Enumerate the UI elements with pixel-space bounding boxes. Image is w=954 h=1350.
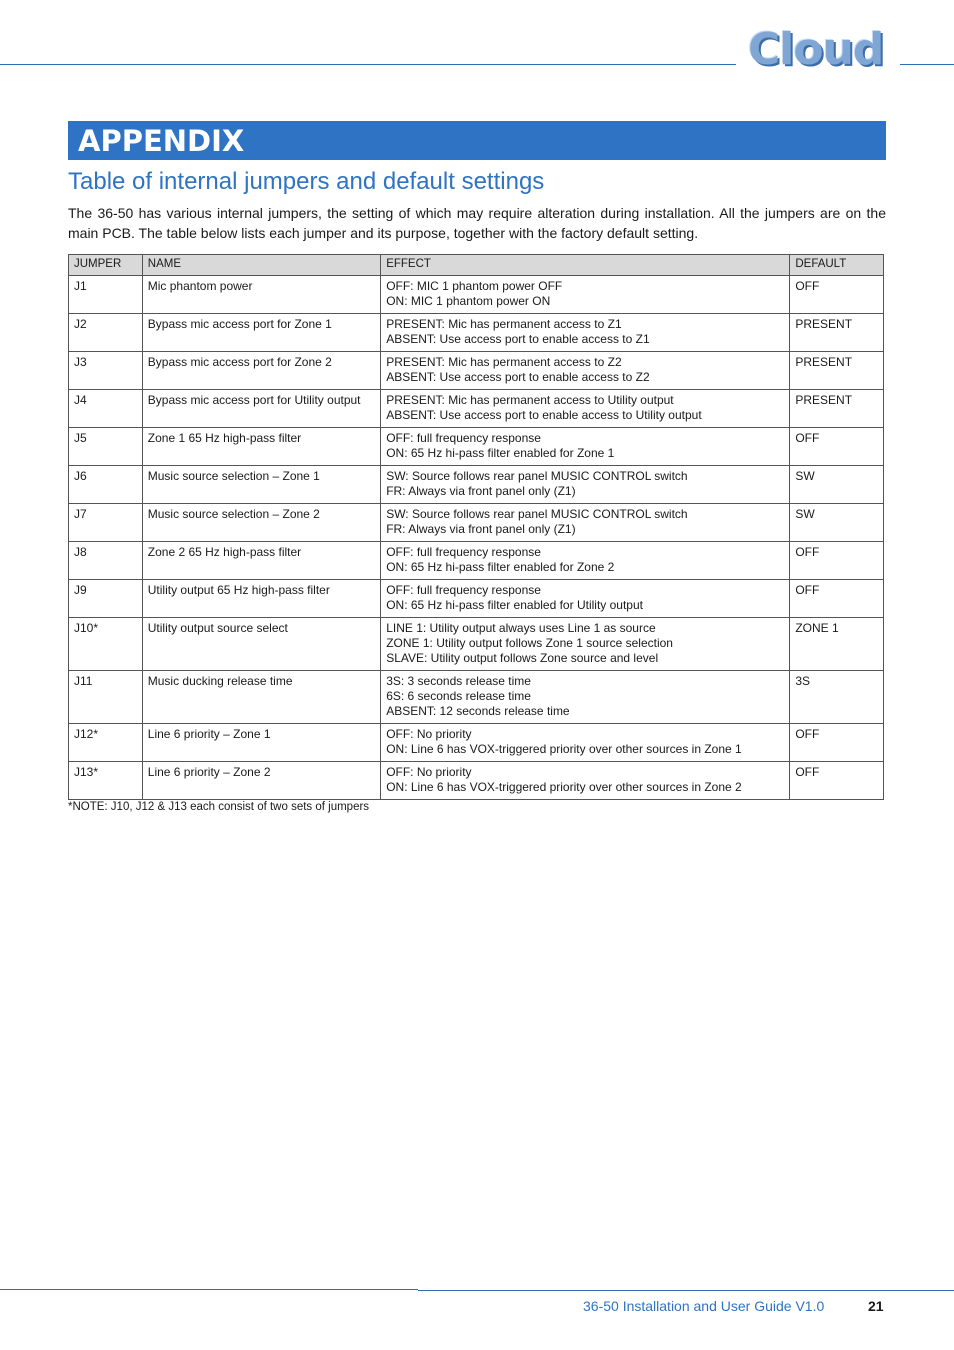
cell-effect (381, 390, 790, 428)
cell-default: OFF (790, 542, 884, 580)
cell-effect (381, 618, 790, 671)
effect-line: OFF: full frequency response (386, 583, 541, 597)
header-default: DEFAULT (790, 255, 884, 276)
effect-line: LINE 1: Utility output always uses Line 1 as source (386, 621, 656, 635)
table-row (69, 504, 884, 542)
section-title: Table of internal jumpers and default settings (68, 168, 545, 195)
cell-default: OFF (790, 580, 884, 618)
cell-name: Bypass mic access port for Zone 1 (142, 314, 380, 352)
cell-name: Line 6 priority – Zone 1 (142, 724, 380, 762)
cell-name: Utility output 65 Hz high-pass filter (142, 580, 380, 618)
table-row (69, 352, 884, 390)
cell-jumper: J11 (69, 671, 143, 724)
header-jumper: JUMPER (69, 255, 143, 276)
cell-name: Line 6 priority – Zone 2 (142, 762, 380, 800)
cell-default: OFF (790, 276, 884, 314)
effect-line: SW: Source follows rear panel MUSIC CONTROL switch (386, 507, 688, 521)
effect-line: ON: 65 Hz hi-pass filter enabled for Zone 1 (386, 446, 615, 460)
table-row (69, 618, 884, 671)
effect-line: FR: Always via front panel only (Z1) (386, 484, 576, 498)
table-body (69, 276, 884, 800)
table-row (69, 724, 884, 762)
cell-name: Zone 1 65 Hz high-pass filter (142, 428, 380, 466)
intro-paragraph: The 36-50 has various internal jumpers, the setting of which may require alteration during installation. All the jumpers are on the main PCB. The table below lists each jumper and its purpose, together with the factory default setting. (68, 205, 886, 241)
cell-default: SW (790, 504, 884, 542)
banner-title: APPENDIX (78, 124, 245, 158)
cell-effect (381, 466, 790, 504)
effect-line: OFF: full frequency response (386, 545, 541, 559)
effect-line: OFF: No priority (386, 727, 472, 741)
effect-line: ABSENT: Use access port to enable access to Z2 (386, 370, 650, 384)
cell-effect (381, 504, 790, 542)
cell-name: Bypass mic access port for Zone 2 (142, 352, 380, 390)
effect-line: PRESENT: Mic has permanent access to Z1 (386, 317, 622, 331)
cell-effect (381, 428, 790, 466)
cell-name: Zone 2 65 Hz high-pass filter (142, 542, 380, 580)
cell-jumper: J4 (69, 390, 143, 428)
cell-jumper: J2 (69, 314, 143, 352)
header-rule-right (900, 64, 954, 65)
table-row (69, 762, 884, 800)
cell-effect (381, 542, 790, 580)
effect-line: PRESENT: Mic has permanent access to Utility output (386, 393, 674, 407)
cell-jumper: J6 (69, 466, 143, 504)
table-row (69, 671, 884, 724)
effect-line: ABSENT: 12 seconds release time (386, 704, 570, 718)
cell-jumper: J1 (69, 276, 143, 314)
effect-line: FR: Always via front panel only (Z1) (386, 522, 576, 536)
cell-default: OFF (790, 724, 884, 762)
effect-line: OFF: full frequency response (386, 431, 541, 445)
cell-name: Bypass mic access port for Utility output (142, 390, 380, 428)
cell-jumper: J12* (69, 724, 143, 762)
cell-jumper: J3 (69, 352, 143, 390)
effect-line: ON: MIC 1 phantom power ON (386, 294, 551, 308)
cell-jumper: J8 (69, 542, 143, 580)
cell-default: 3S (790, 671, 884, 724)
effect-line: SLAVE: Utility output follows Zone source and level (386, 651, 659, 665)
effect-line: ON: Line 6 has VOX-triggered priority over other sources in Zone 2 (386, 780, 742, 794)
table-row (69, 428, 884, 466)
table-header-row (69, 255, 884, 276)
effect-line: 3S: 3 seconds release time (386, 674, 531, 688)
cell-name: Music source selection – Zone 2 (142, 504, 380, 542)
effect-line: OFF: MIC 1 phantom power OFF (386, 279, 563, 293)
footer-rule-right (418, 1290, 954, 1291)
cell-default: OFF (790, 428, 884, 466)
header-rule-left (0, 64, 736, 65)
cell-jumper: J13* (69, 762, 143, 800)
cell-jumper: J5 (69, 428, 143, 466)
effect-line: ABSENT: Use access port to enable access to Z1 (386, 332, 650, 346)
table-row (69, 466, 884, 504)
cell-effect (381, 671, 790, 724)
appendix-banner (68, 121, 886, 160)
cell-effect (381, 276, 790, 314)
effect-line: ABSENT: Use access port to enable access to Utility output (386, 408, 702, 422)
table-row (69, 580, 884, 618)
page-number: 21 (868, 1298, 884, 1314)
effect-line: ON: 65 Hz hi-pass filter enabled for Utility output (386, 598, 643, 612)
table-row (69, 542, 884, 580)
cell-default: PRESENT (790, 390, 884, 428)
cell-default: ZONE 1 (790, 618, 884, 671)
cell-name: Mic phantom power (142, 276, 380, 314)
cell-effect (381, 352, 790, 390)
cell-default: SW (790, 466, 884, 504)
cell-jumper: J10* (69, 618, 143, 671)
cell-default: PRESENT (790, 314, 884, 352)
effect-line: ON: Line 6 has VOX-triggered priority over other sources in Zone 1 (386, 742, 742, 756)
cell-effect (381, 724, 790, 762)
cloud-logo: Cloud (748, 24, 884, 75)
cell-default: OFF (790, 762, 884, 800)
cell-effect (381, 762, 790, 800)
cell-jumper: J7 (69, 504, 143, 542)
cell-name: Music ducking release time (142, 671, 380, 724)
effect-line: OFF: No priority (386, 765, 472, 779)
table-row (69, 314, 884, 352)
effect-line: ON: 65 Hz hi-pass filter enabled for Zone 2 (386, 560, 615, 574)
effect-line: PRESENT: Mic has permanent access to Z2 (386, 355, 622, 369)
table-row (69, 276, 884, 314)
footer-rule-left (0, 1289, 418, 1290)
cell-name: Music source selection – Zone 1 (142, 466, 380, 504)
jumper-table (68, 254, 884, 800)
footer-guide-title: 36-50 Installation and User Guide V1.0 (583, 1298, 825, 1314)
effect-line: ZONE 1: Utility output follows Zone 1 source selection (386, 636, 673, 650)
cell-default: PRESENT (790, 352, 884, 390)
cell-effect (381, 580, 790, 618)
table-row (69, 390, 884, 428)
header-effect: EFFECT (381, 255, 790, 276)
cell-jumper: J9 (69, 580, 143, 618)
header-name: NAME (142, 255, 380, 276)
footnote: *NOTE: J10, J12 & J13 each consist of two sets of jumpers (68, 801, 370, 813)
effect-line: SW: Source follows rear panel MUSIC CONTROL switch (386, 469, 688, 483)
cell-effect (381, 314, 790, 352)
cell-name: Utility output source select (142, 618, 380, 671)
effect-line: 6S: 6 seconds release time (386, 689, 531, 703)
